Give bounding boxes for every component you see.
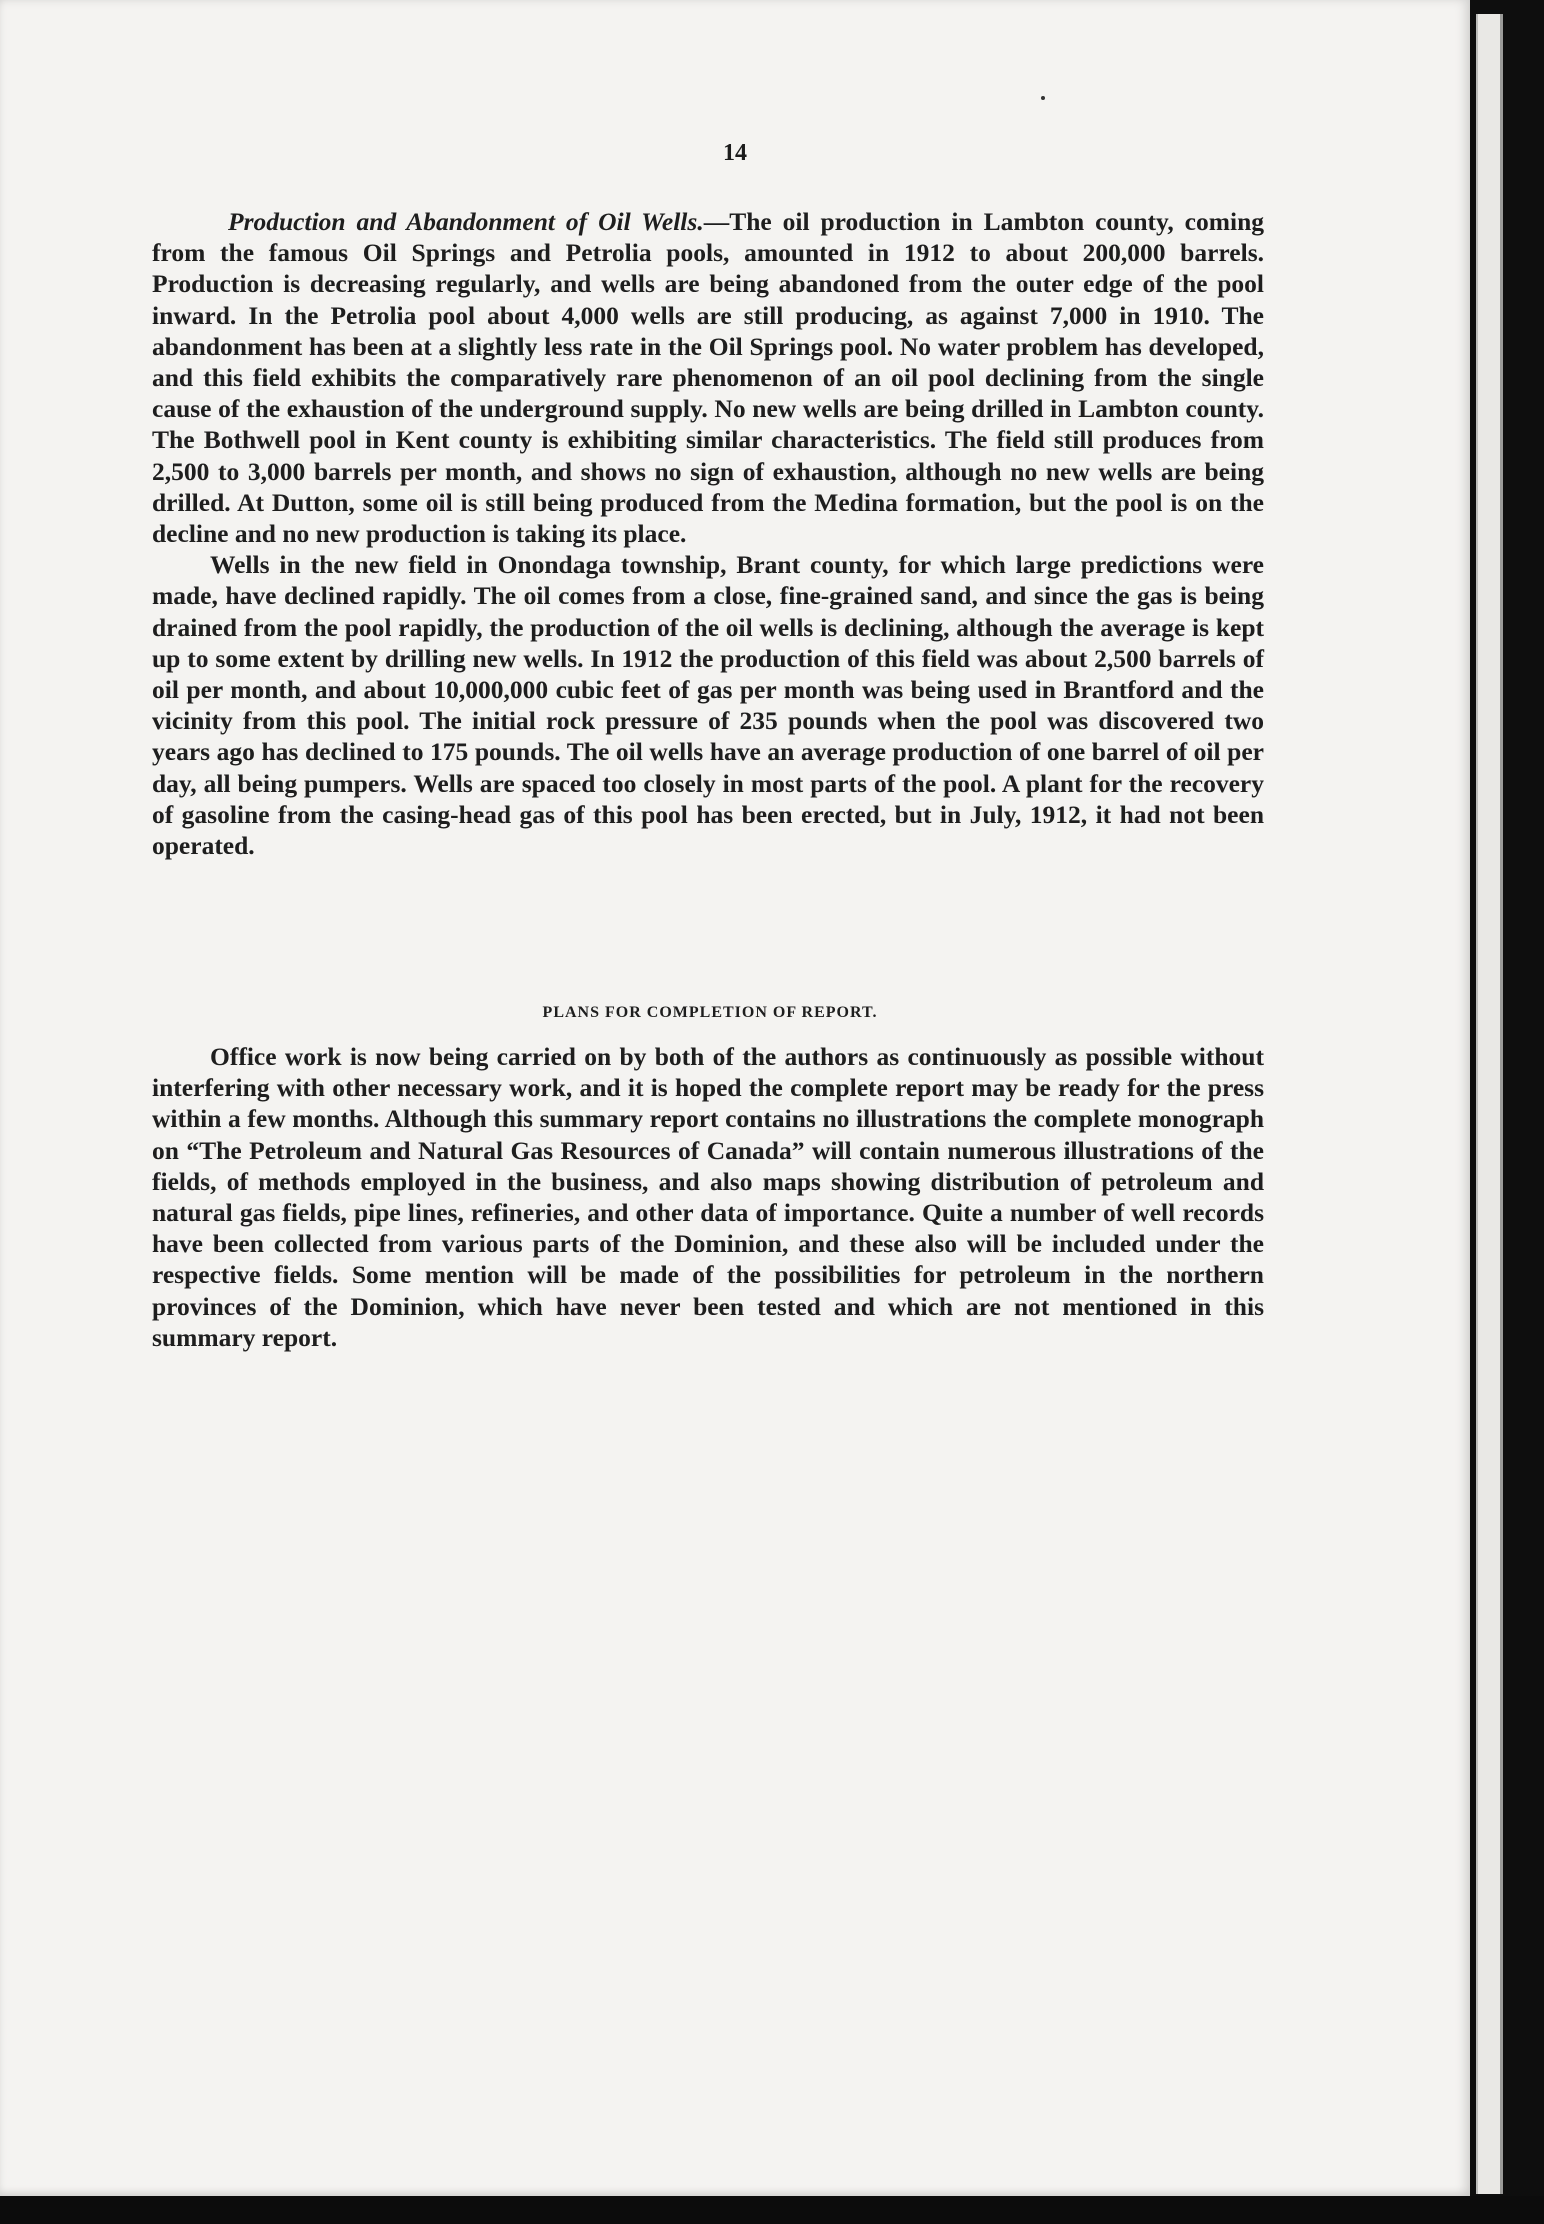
section-oil-wells xyxy=(152,206,1264,861)
paragraph-production-abandonment xyxy=(152,206,1264,549)
section-plans xyxy=(152,1041,1264,1353)
paragraph-onondaga-field: Wells in the new field in Onondaga township, Brant county, for which large predictions were made, have declined rapidly. The oil comes from a close, fine-grained sand, and since the gas is being drained from the pool rapidly, the production of the oil wells is declining, although the average is kept up to some extent by drilling new wells. In 1912 the production of this field was about 2,500 barrels of oil per month, and about 10,000,000 cubic feet of gas per month was being used in Brantford and the vicinity from this pool. The initial rock pressure of 235 pounds when the pool was discovered two years ago has declined to 175 pounds. The oil wells have an average production of one barrel of oil per day, all being pumpers. Wells are spaced too closely in most parts of the pool. A plant for the recovery of gasoline from the casing-head gas of this pool has been erected, but in July, 1912, it had not been operated. xyxy=(152,550,1264,861)
next-page-edge xyxy=(1476,14,1503,2194)
inline-heading: Production and Abandonment of Oil Wells. xyxy=(228,207,704,236)
paragraph-body: —The oil production in Lambton county, coming from the famous Oil Springs and Petrolia pools, amounted in 1912 to about 200,000 barrels. Production is decreasing regularly, and wells are being abandoned from the outer edge of the pool inward. In the Petrolia pool about 4,000 wells are still producing, as against 7,000 in 1910. The abandonment has been at a slightly less rate in the Oil Springs pool. No water problem has developed, and this field exhibits the comparatively rare phenomenon of an oil pool declining from the single cause of the exhaustion of the underground supply. No new wells are being drilled in Lambton county. The Bothwell pool in Kent county is exhibiting similar characteristics. The field still produces from 2,500 to 3,000 barrels per month, and shows no sign of exhaustion, although no new wells are being drilled. At Dutton, some oil is still being produced from the Medina formation, but the pool is on the decline and no new production is taking its place. xyxy=(152,207,1265,549)
scan-right-edge xyxy=(1470,0,1544,2224)
paragraph-office-work: Office work is now being carried on by both of the authors as continuously as possible without interfering with other necessary work, and it is hoped the complete report may be ready for the press within a few months. Although this summary report contains no illustrations the complete monograph on “The Petroleum and Natural Gas Resources of Canada” will contain numerous illustrations of the fields, of methods employed in the business, and also maps showing distribution of petroleum and natural gas fields, pipe lines, refineries, and other data of importance. Quite a number of well records have been collected from various parts of the Dominion, and these also will be included under the respective fields. Some mention will be made of the possibilities for petroleum in the northern provinces of the Dominion, which have never been tested and which are not mentioned in this summary report. xyxy=(152,1042,1264,1352)
scan-bottom-edge xyxy=(0,2196,1544,2224)
paper-speck xyxy=(1041,96,1045,100)
page-number: 14 xyxy=(723,140,747,166)
section-heading-plans: PLANS FOR COMPLETION OF REPORT. xyxy=(542,1004,878,1021)
